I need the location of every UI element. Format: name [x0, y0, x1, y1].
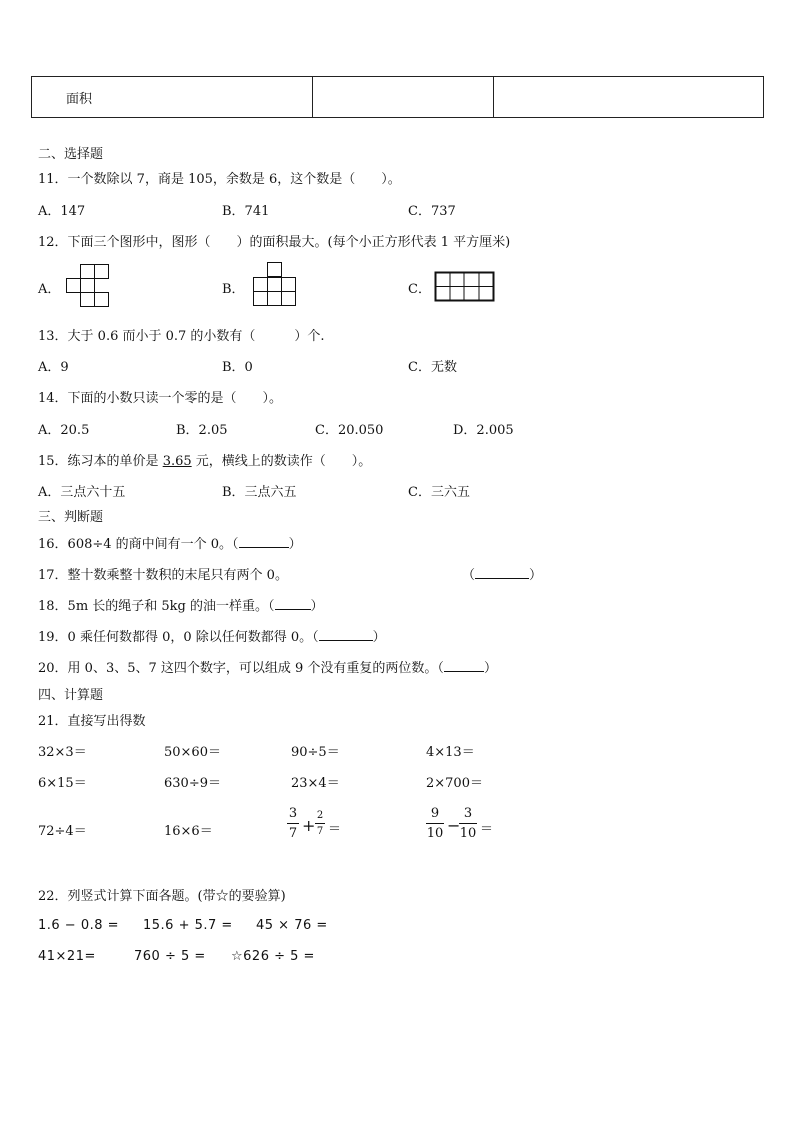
- option-b: B．三点六五: [222, 485, 297, 500]
- calc-item: 2×700＝: [426, 776, 483, 791]
- calc-item: 90÷5＝: [291, 745, 340, 760]
- minus-operator: −: [447, 816, 461, 835]
- fraction: [459, 806, 477, 841]
- option-a: A．: [38, 282, 61, 297]
- question-18: [38, 595, 324, 614]
- question-20-text: 20．用 0、3、5、7 这四个数字，可以组成 9 个没有重复的两位数。（: [38, 661, 444, 676]
- calc-item: 4×13＝: [426, 745, 475, 760]
- denominator: 7: [316, 826, 324, 837]
- numerator: 3: [463, 806, 473, 821]
- answer-blank[interactable]: [275, 597, 311, 610]
- option-a: A．9: [38, 360, 69, 375]
- question-14: 14．下面的小数只读一个零的是（ ）。: [38, 391, 283, 406]
- paren-open: （: [462, 568, 476, 583]
- plus-operator: +: [302, 816, 316, 835]
- option-c: C．20.050: [315, 423, 384, 438]
- section-title-calc: 四、计算题: [38, 688, 104, 703]
- calc-item: 15.6 + 5.7 =: [143, 918, 233, 933]
- shape-a-grid: [66, 264, 111, 308]
- question-16: [38, 533, 302, 552]
- numerator: 9: [430, 806, 440, 821]
- table-cell-area: 面积: [32, 77, 313, 118]
- option-d: D．2.005: [453, 423, 514, 438]
- denominator: 10: [459, 826, 477, 841]
- table-cell-empty: [494, 77, 764, 118]
- answer-blank[interactable]: [475, 566, 529, 579]
- option-c: C．三六五: [408, 485, 470, 500]
- calc-item: 630÷9＝: [164, 776, 221, 791]
- question-16-text: 16．608÷4 的商中间有一个 0。（: [38, 537, 239, 552]
- question-22: 22．列竖式计算下面各题。(带☆的要验算): [38, 889, 286, 904]
- shape-c-grid: [434, 271, 496, 302]
- numerator: 3: [288, 806, 298, 821]
- answer-blank[interactable]: [319, 628, 373, 641]
- option-b: B．2.05: [176, 423, 228, 438]
- option-c: C．: [408, 282, 431, 297]
- table-cell-empty: [313, 77, 494, 118]
- paren-close: ）: [529, 568, 543, 583]
- fraction: [287, 806, 299, 841]
- option-a: A．20.5: [38, 423, 90, 438]
- question-19: [38, 626, 386, 645]
- denominator: 7: [288, 826, 298, 841]
- calc-item: 760 ÷ 5 =: [134, 949, 206, 964]
- option-b: B．0: [222, 360, 253, 375]
- section-title-choice: 二、选择题: [38, 147, 104, 162]
- calc-item: 32×3＝: [38, 745, 87, 760]
- question-18-text: 18．5m 长的绳子和 5kg 的油一样重。（: [38, 599, 275, 614]
- option-a: A．147: [38, 204, 86, 219]
- question-21: 21．直接写出得数: [38, 714, 146, 729]
- calc-item: 72÷4＝: [38, 824, 87, 839]
- paren-close: ）: [483, 661, 497, 676]
- calc-item: 1.6 − 0.8 =: [38, 918, 120, 933]
- calc-item: 6×15＝: [38, 776, 87, 791]
- calc-item: 45 × 76 =: [256, 918, 328, 933]
- question-15-text: 元，横线上的数读作（ ）。: [191, 454, 372, 469]
- shape-b-grid: [252, 262, 298, 308]
- option-b: B．: [222, 282, 245, 297]
- option-c: C．无数: [408, 360, 457, 375]
- option-b: B．741: [222, 204, 270, 219]
- fraction: [426, 806, 444, 841]
- question-11: 11．一个数除以 7，商是 105，余数是 6，这个数是（ ）。: [38, 172, 401, 187]
- option-c: C．737: [408, 204, 456, 219]
- question-15-text: 15．练习本的单价是: [38, 454, 163, 469]
- paren-close: ）: [288, 537, 302, 552]
- question-17: 17．整十数乘整十数积的末尾只有两个 0。: [38, 568, 288, 583]
- numerator: 2: [316, 810, 324, 821]
- underlined-value: 3.65: [162, 454, 192, 469]
- denominator: 10: [426, 826, 444, 841]
- option-a: A．三点六十五: [38, 485, 126, 500]
- question-12: 12．下面三个图形中，图形（ ）的面积最大。(每个小正方形代表 1 平方厘米): [38, 235, 511, 250]
- area-table: [31, 76, 764, 118]
- calc-item: 16×6＝: [164, 824, 213, 839]
- equals-sign: ＝: [328, 822, 342, 837]
- section-title-judge: 三、判断题: [38, 510, 104, 525]
- calc-item: 50×60＝: [164, 745, 221, 760]
- answer-blank[interactable]: [239, 535, 289, 548]
- fraction: [315, 810, 325, 837]
- question-19-text: 19．0 乘任何数都得 0，0 除以任何数都得 0。（: [38, 630, 319, 645]
- question-17-answer: [462, 564, 542, 583]
- question-13: 13．大于 0.6 而小于 0.7 的小数有（ ）个.: [38, 329, 325, 344]
- answer-blank[interactable]: [444, 659, 484, 672]
- calc-item: 23×4＝: [291, 776, 340, 791]
- question-20: [38, 657, 497, 676]
- paren-close: ）: [372, 630, 386, 645]
- question-15: [38, 450, 371, 469]
- equals-sign: ＝: [480, 822, 494, 837]
- calc-item: ☆626 ÷ 5 =: [231, 949, 315, 964]
- paren-close: ）: [310, 599, 324, 614]
- calc-item: 41×21=: [38, 949, 96, 964]
